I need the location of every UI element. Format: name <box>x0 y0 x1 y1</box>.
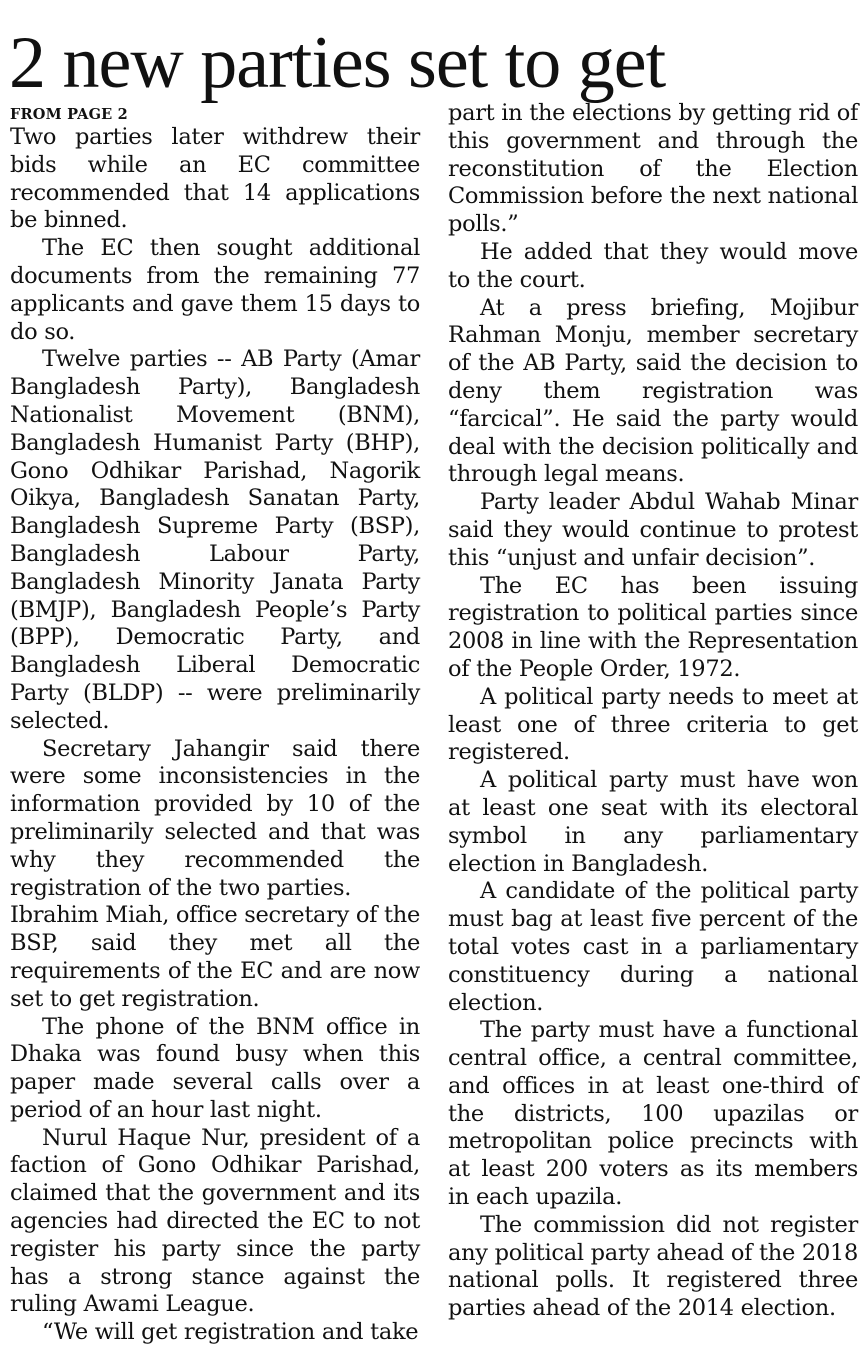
paragraph: A candidate of the political party must bag at least five percent of the total votes cast in a parliamentary constituency during a national election. <box>448 878 858 1016</box>
paragraph: Party leader Abdul Wahab Minar said they would continue to protest this “unjust and unfair decision”. <box>448 489 858 571</box>
paragraph: He added that they would move to the court. <box>448 238 858 293</box>
paragraph: “We will get registration and take <box>42 1319 419 1346</box>
paragraph: A political party needs to meet at least one of three criteria to get registered. <box>448 683 858 766</box>
paragraph-continuation: part in the elections by getting rid of this government and through the reconstitution of the Election Commission before the next national polls.” <box>448 100 858 238</box>
paragraph: The phone of the BNM office in Dhaka was found busy when this paper made several calls over a period of an hour last night. <box>10 1013 420 1123</box>
paragraph: The commission did not register any political party ahead of the 2018 national polls. It registered three parties ahead of the 2014 election. <box>448 1211 858 1322</box>
paragraph: A political party must have won at least one seat with its electoral symbol in any parliamentary election in Bangladesh. <box>448 767 858 877</box>
paragraph: Nurul Haque Nur, president of a faction of Gono Odhikar Parishad, claimed that the government and its agencies had directed the EC to not register his party since the party has a strong stance against the ruling Awami League. <box>10 1124 420 1318</box>
paragraph: The EC has been issuing registration to political parties since 2008 in line with the Representation of the People Order, 1972. <box>448 572 858 682</box>
paragraph: The party must have a functional central office, a central committee, and offices in at least one-third of the districts, 100 upazilas or metropolitan police precincts with at least 200 voters as its members in each upazila. <box>448 1017 858 1211</box>
paragraph: At a press briefing, Mojibur Rahman Monju, member secretary of the AB Party, said the decision to deny them registration was “farcical”. He said the party would deal with the decision politically and through legal means. <box>448 294 858 488</box>
article-column-right <box>448 100 858 1323</box>
paragraph: Secretary Jahangir said there were some inconsistencies in the information provided by 10 of the preliminarily selected and that was why they recommended the registration of the two parties. <box>10 735 420 901</box>
paragraph: Two parties later withdrew their bids while an EC committee recommended that 14 applications be binned. <box>10 124 420 234</box>
article-column-left <box>10 100 420 1347</box>
paragraph: Twelve parties -- AB Party (Amar Bangladesh Party), Bangladesh Nationalist Movement (BNM), Bangladesh Humanist Party (BHP), Gono Odhikar Parishad, Nagorik Oikya, Bangladesh Sanatan Party, Bangladesh Supreme Party (BSP), Bangladesh Labour Party, Bangladesh Minority Janata Party (BMJP), Bangladesh People’s Party (BPP), Democratic Party, and Bangladesh Liberal Democratic Party (BLDP) -- were preliminarily selected. <box>10 346 420 734</box>
headline: 2 new parties set to get <box>9 22 666 104</box>
paragraph: Ibrahim Miah, office secretary of the BSP, said they met all the requirements of the EC and are now set to get registration. <box>10 902 420 1012</box>
continued-from-kicker: FROM PAGE 2 <box>10 106 128 123</box>
paragraph: The EC then sought additional documents from the remaining 77 applicants and gave them 15 days to do so. <box>10 235 420 345</box>
